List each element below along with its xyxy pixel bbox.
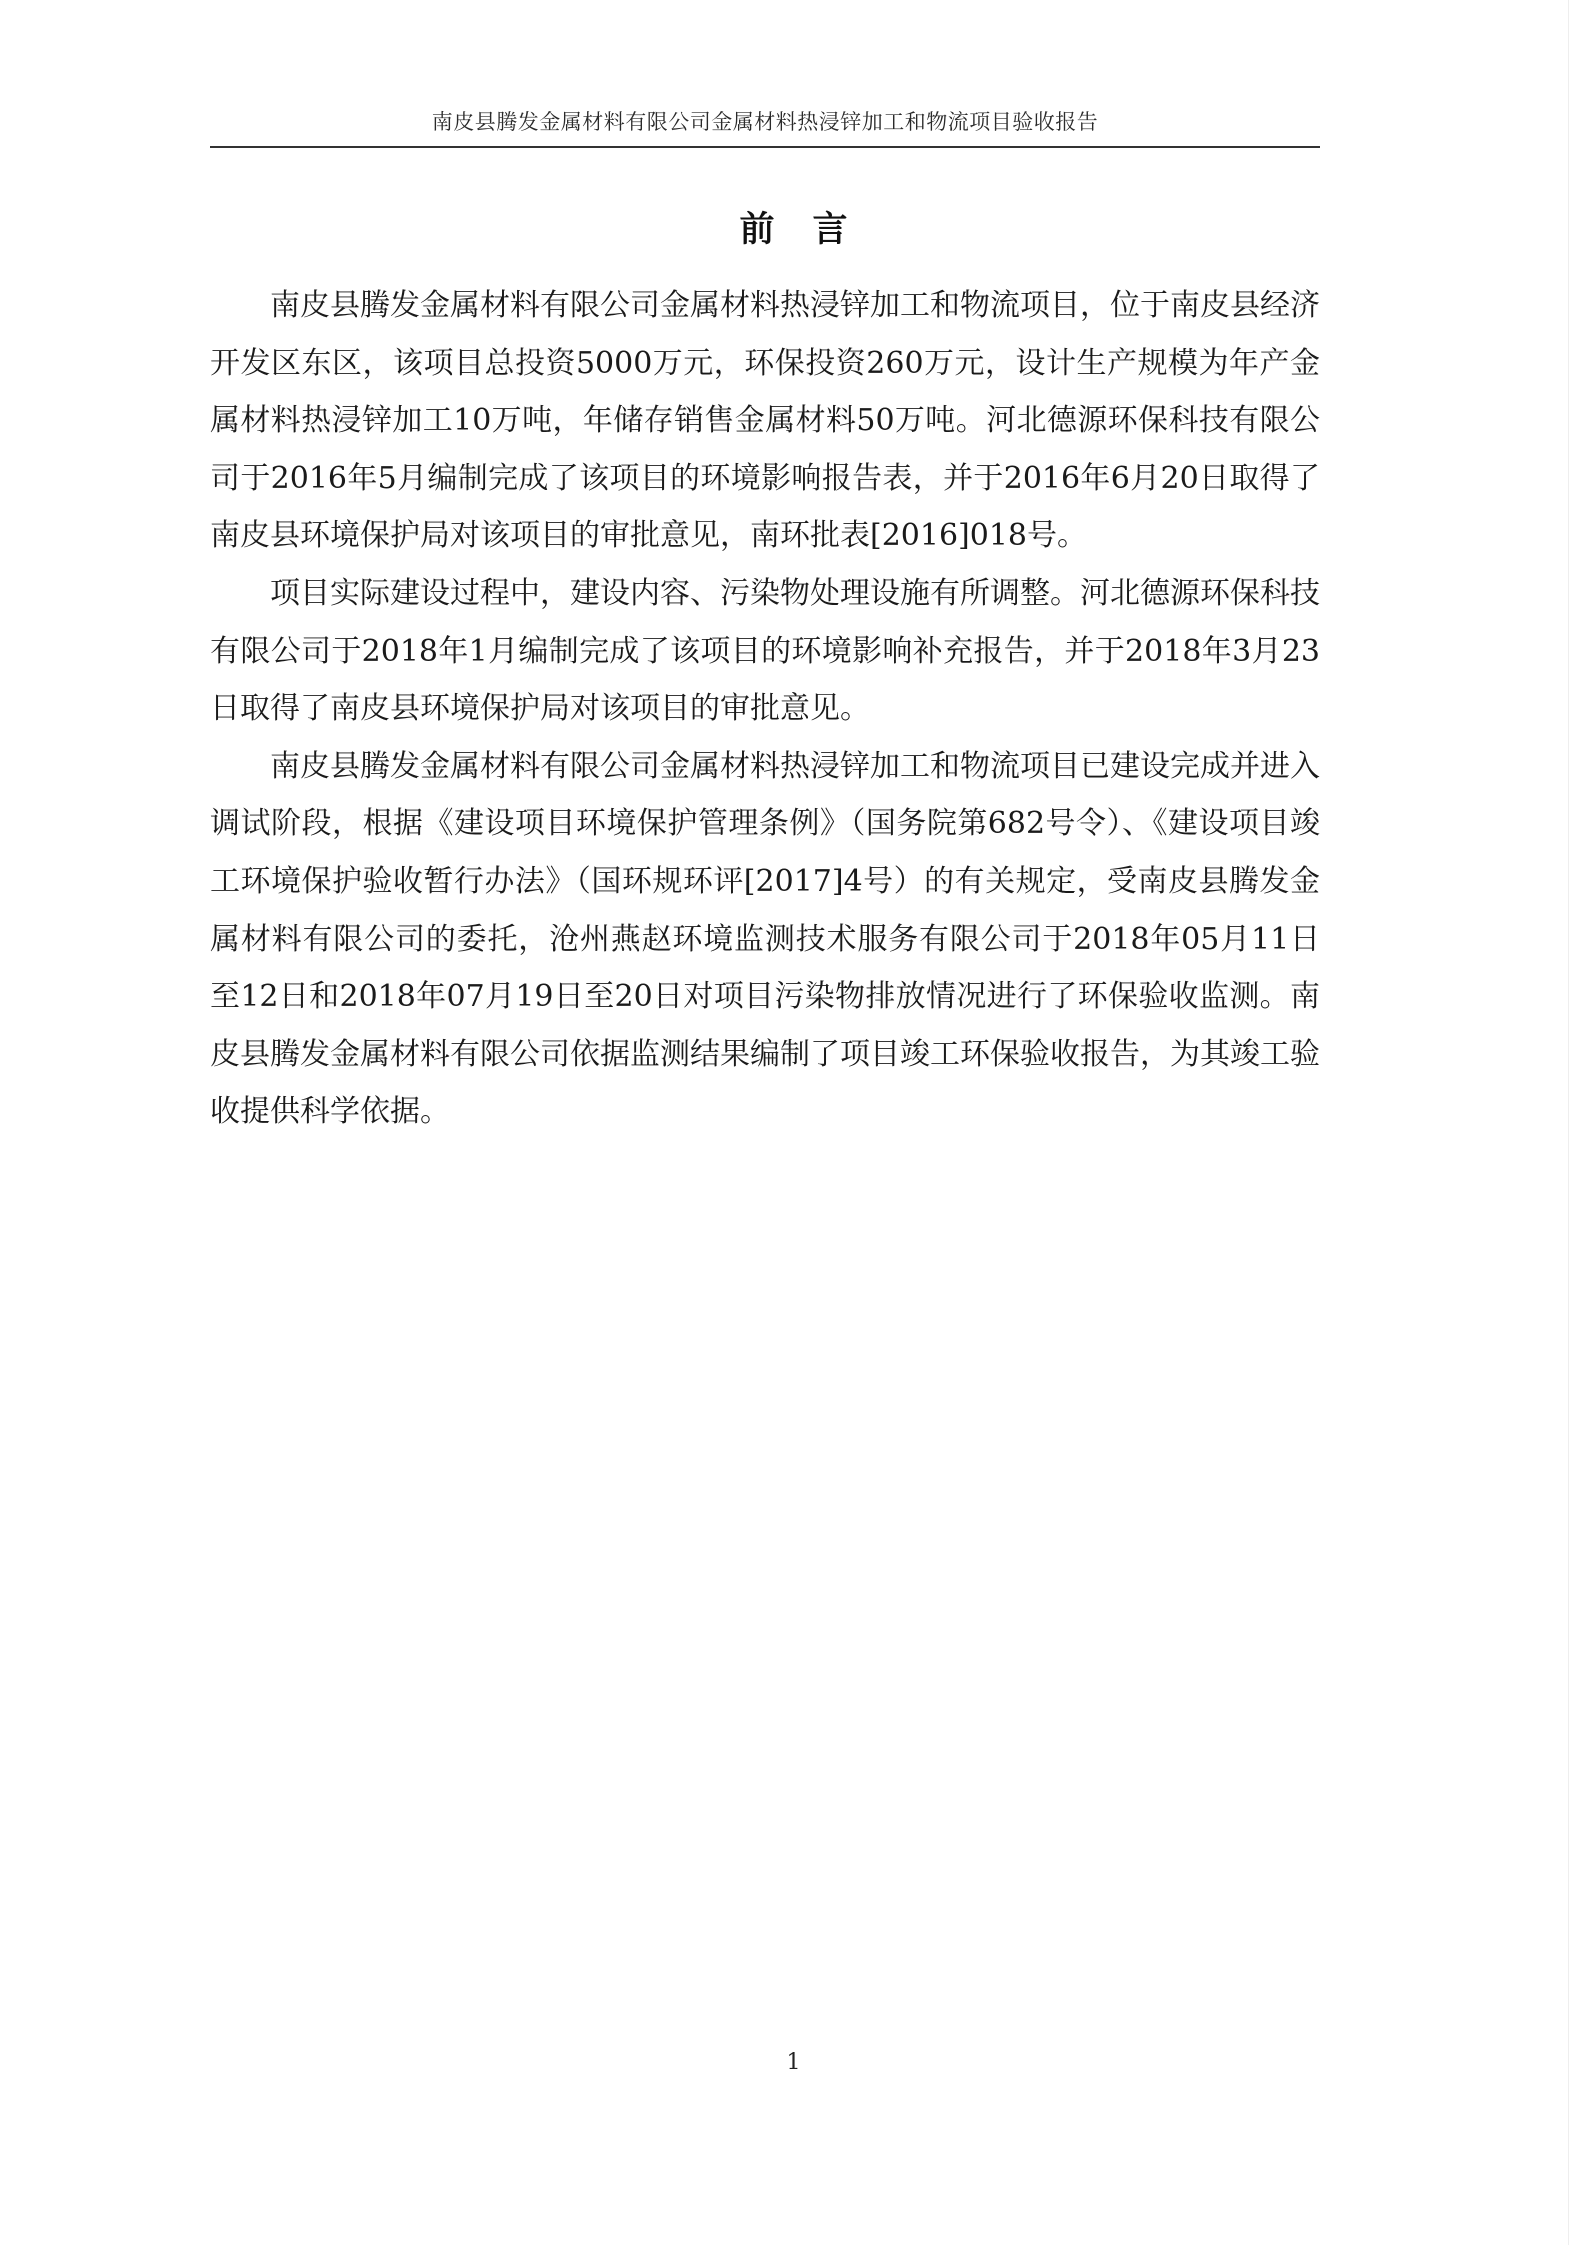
page-title: 前言 (739, 210, 886, 250)
header-rule (210, 146, 1320, 148)
paragraph-1: 南皮县腾发金属材料有限公司金属材料热浸锌加工和物流项目，位于南皮县经济开发区东区，该项目总投资5000万元，环保投资260万元，设计生产规模为年产金属材料热浸锌加工10万吨，年储存销售金属材料50万吨。河北德源环保科技有限公司于2016年5月编制完成了该项目的环境影响报告表，并于2016年6月20日取得了南皮县环境保护局对该项目的审批意见，南环批表[2016]018号。 (210, 288, 1320, 554)
scan-edge (1568, 0, 1569, 2245)
paragraph-2: 项目实际建设过程中，建设内容、污染物处理设施有所调整。河北德源环保科技有限公司于2018年1月编制完成了该项目的环境影响补充报告，并于2018年3月23日取得了南皮县环境保护局对该项目的审批意见。 (210, 575, 1320, 727)
paragraph-3: 南皮县腾发金属材料有限公司金属材料热浸锌加工和物流项目已建设完成并进入调试阶段，根据《建设项目环境保护管理条例》（国务院第682号令）、《建设项目竣工环境保护验收暂行办法》（国环规环评[2017]4号）的有关规定，受南皮县腾发金属材料有限公司的委托，沧州燕赵环境监测技术服务有限公司于2018年05月11日至12日和2018年07月19日至20日对项目污染物排放情况进行了环保验收监测。南皮县腾发金属材料有限公司依据监测结果编制了项目竣工环保验收报告，为其竣工验收提供科学依据。 (210, 748, 1320, 1130)
page-number: 1 (786, 2050, 801, 2075)
running-header: 南皮县腾发金属材料有限公司金属材料热浸锌加工和物流项目验收报告 (431, 110, 1099, 134)
body-text (210, 277, 1320, 1141)
